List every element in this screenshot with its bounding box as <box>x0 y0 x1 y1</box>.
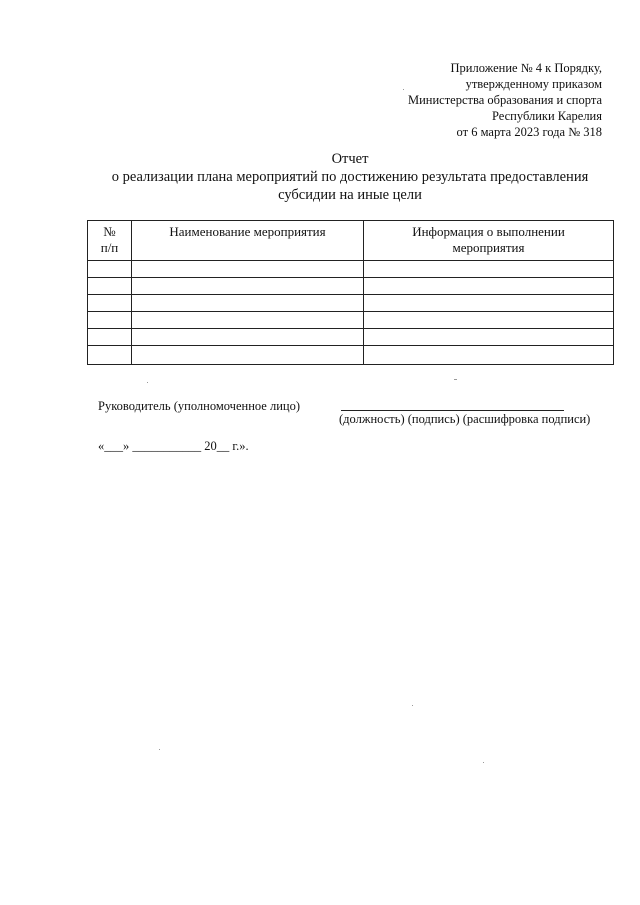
table-cell[interactable] <box>88 278 132 295</box>
header-number <box>88 221 132 261</box>
table-cell[interactable] <box>88 312 132 329</box>
table-row <box>88 261 614 278</box>
signer-label: Руководитель (уполномоченное лицо) <box>98 399 301 413</box>
header-info <box>364 221 614 261</box>
scan-speck <box>147 382 148 383</box>
table-cell[interactable] <box>132 312 364 329</box>
table-cell[interactable] <box>364 312 614 329</box>
header-event-name-text: Наименование мероприятия <box>169 224 326 239</box>
table-cell[interactable] <box>88 346 132 365</box>
table-cell[interactable] <box>132 278 364 295</box>
table-cell[interactable] <box>364 295 614 312</box>
table-row <box>88 329 614 346</box>
table-row <box>88 278 614 295</box>
table-cell[interactable] <box>364 329 614 346</box>
appendix-reference <box>408 60 602 140</box>
table-cell[interactable] <box>364 278 614 295</box>
table-cell[interactable] <box>88 261 132 278</box>
appendix-line: Приложение № 4 к Порядку, <box>450 61 602 75</box>
table-cell[interactable] <box>88 295 132 312</box>
table-cell[interactable] <box>132 329 364 346</box>
table-row <box>88 295 614 312</box>
signature-caption: (должность) (подпись) (расшифровка подписи) <box>339 412 591 426</box>
table-cell[interactable] <box>88 329 132 346</box>
table-cell[interactable] <box>132 346 364 365</box>
scan-speck <box>403 89 404 90</box>
title-line: Отчет <box>331 151 369 167</box>
date-line: «___» ___________ 20__ г.». <box>98 439 249 453</box>
table-cell[interactable] <box>132 295 364 312</box>
scan-speck <box>159 749 160 750</box>
table-cell[interactable] <box>364 261 614 278</box>
report-title <box>60 150 640 204</box>
appendix-line: Республики Карелия <box>491 109 602 123</box>
scan-speck <box>412 705 413 706</box>
table-row <box>88 346 614 365</box>
table-cell[interactable] <box>364 346 614 365</box>
title-line: о реализации плана мероприятий по достижению результата предоставления <box>111 169 589 185</box>
appendix-line: Министерства образования и спорта <box>407 93 602 107</box>
header-event-name <box>132 221 364 261</box>
scan-speck <box>454 379 457 380</box>
scan-speck <box>483 762 484 763</box>
header-info-line1: Информация о выполнении <box>412 224 565 239</box>
table-cell[interactable] <box>132 261 364 278</box>
table-header-row <box>88 221 614 261</box>
appendix-line: от 6 марта 2023 года № 318 <box>456 125 602 139</box>
title-line: субсидии на иные цели <box>278 187 422 203</box>
table-row <box>88 312 614 329</box>
signature-line <box>341 410 564 411</box>
header-info-line2: мероприятия <box>452 240 525 255</box>
report-table <box>87 220 614 365</box>
header-number-line1: № <box>103 224 116 239</box>
header-number-line2: п/п <box>100 240 119 255</box>
appendix-line: утвержденному приказом <box>465 77 602 91</box>
